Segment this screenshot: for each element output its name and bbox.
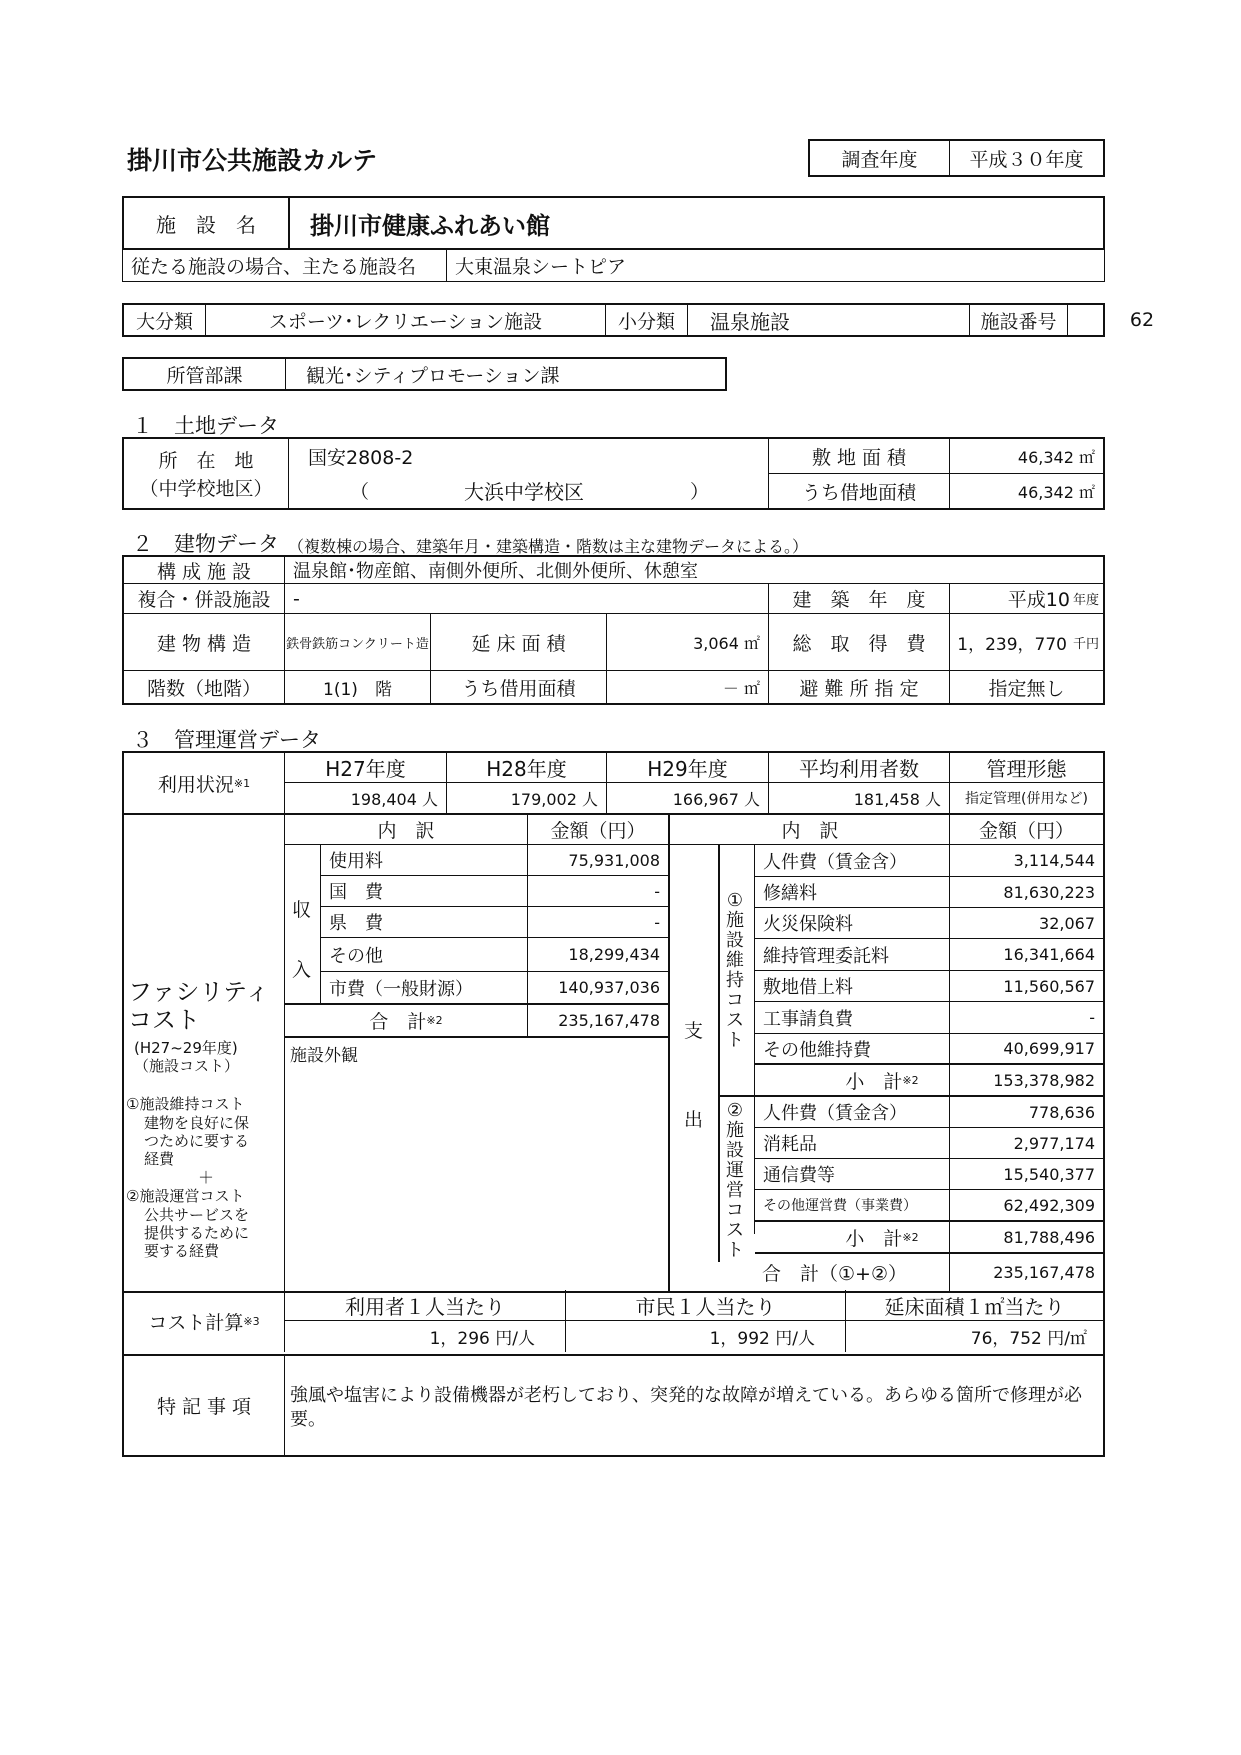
expense-breakdown-header: 内 訳 — [781, 820, 839, 842]
usage-table — [122, 751, 1105, 815]
ops-row-3-amount: 15,540,377 — [1003, 1164, 1095, 1184]
major-category-value: スポーツ･レクリエーション施設 — [206, 305, 606, 335]
maint-row-2-amount: 81,630,223 — [1003, 882, 1095, 902]
main-facility-row — [122, 250, 1105, 282]
year-h28: H28年度 — [486, 757, 567, 781]
expense-amount-header: 金額（円） — [978, 820, 1074, 842]
cost-calc-table — [122, 1290, 1105, 1356]
income-row-4-amount: 18,299,434 — [568, 945, 660, 964]
mgmt-form-value: 指定管理(併用など) — [965, 791, 1088, 807]
income-row-3-label: 県 費 — [329, 913, 383, 934]
maint-row-6-label: 工事請負費 — [763, 1008, 853, 1030]
note2-desc-1: 公共サービスを — [144, 1206, 250, 1224]
maint-row-7-label: その他維持費 — [763, 1039, 871, 1061]
grand-total-amount: 235,167,478 — [993, 1263, 1095, 1282]
components-label: 構 成 施 設 — [156, 560, 252, 583]
expense-label-2: 出 — [684, 1109, 704, 1131]
leased-area-label: うち借地面積 — [801, 481, 916, 504]
main-facility-label: 従たる施設の場合、主たる施設名 — [123, 250, 447, 281]
facility-number-label: 施設番号 — [970, 305, 1068, 335]
facility-name-label: 施 設 名 — [156, 212, 256, 237]
location-label: 所 在 地 — [158, 449, 254, 472]
maint-row-3-label: 火災保険料 — [763, 914, 853, 935]
maint-row-1-label: 人件費（賃金含） — [763, 851, 907, 873]
per-user-value: 1，296 円/人 — [429, 1329, 535, 1349]
department-value: 観光･シティプロモーション課 — [306, 364, 560, 387]
building-section-note: （複数棟の場合、建築年月・建築構造・階数は主な建物データによる。） — [288, 537, 809, 556]
remarks-label: 特 記 事 項 — [156, 1396, 252, 1418]
avg-users-value: 181,458 人 — [853, 789, 941, 809]
ops-subtotal-amount: 81,788,496 — [1003, 1227, 1095, 1247]
leased-floor-value: － ㎡ — [722, 678, 760, 698]
income-row-4-label: その他 — [329, 945, 383, 967]
maint-row-5-amount: 11,560,567 — [1003, 976, 1095, 996]
maint-subtotal-label-cell — [755, 1065, 949, 1095]
district-close-paren: ） — [690, 480, 710, 503]
ops-subtotal-label-cell — [755, 1222, 949, 1252]
remarks-text: 強風や塩害により設備機器が老朽しており、突発的な故障が増えている。あらゆる箇所で修理が必要。 — [290, 1385, 1082, 1430]
per-area-label: 延床面積１㎡当たり — [884, 1294, 1065, 1319]
department-row — [122, 357, 727, 391]
plus-sign: ＋ — [198, 1168, 215, 1187]
maint-row-7-amount: 40,699,917 — [1003, 1039, 1095, 1058]
ops-row-2-amount: 2,977,174 — [1013, 1133, 1095, 1153]
maint-row-3-amount: 32,067 — [1039, 913, 1095, 933]
minor-category-label: 小分類 — [606, 305, 688, 335]
maint-subtotal-label: 小 計 — [845, 1070, 903, 1093]
facility-cost-title: ファシリティコスト — [128, 978, 270, 1034]
income-label-1: 収 — [292, 899, 312, 921]
usage-label: 利用状況 — [157, 773, 234, 796]
per-user-label: 利用者１人当たり — [345, 1294, 505, 1319]
facility-cost-table — [122, 813, 1105, 1293]
income-total-amount: 235,167,478 — [558, 1011, 660, 1030]
survey-year-box — [808, 139, 1105, 177]
maint-row-5-label: 敷地借上料 — [763, 977, 853, 998]
ops-row-3-label: 通信費等 — [763, 1165, 835, 1186]
year-h29: H29年度 — [647, 757, 728, 781]
acquisition-cost-label: 総 取 得 費 — [792, 632, 926, 655]
floor-area-label: 延 床 面 積 — [471, 632, 566, 655]
school-district-label: （中学校地区） — [139, 477, 273, 500]
site-area-value: 46,342 ㎡ — [1017, 447, 1095, 467]
users-h28: 179,002 人 — [510, 789, 598, 809]
floors-value: 1(1) 階 — [323, 679, 392, 700]
components-value: 温泉館･物産館、南側外便所、北側外便所、休憩室 — [293, 561, 698, 582]
usage-mark: ※1 — [233, 776, 251, 790]
floor-area-value: 3,064 ㎡ — [693, 633, 760, 653]
main-facility-value: 大東温泉シートピア — [455, 256, 627, 278]
survey-year-value: 平成３０年度 — [969, 148, 1084, 171]
management-section-title: ３ 管理運営データ — [132, 728, 321, 752]
minor-category-value: 温泉施設 — [688, 305, 970, 335]
maint-subtotal-mark: ※2 — [902, 1073, 919, 1087]
facility-name: 掛川市健康ふれあい館 — [288, 198, 1103, 248]
ops-row-1-label: 人件費（賃金含） — [763, 1103, 907, 1124]
address: 国安2808-2 — [308, 446, 414, 469]
acquisition-cost-value: 1，239，770 — [957, 634, 1067, 655]
expense-label-1: 支 — [684, 1020, 704, 1042]
income-row-1-amount: 75,931,008 — [568, 850, 660, 870]
floors-label: 階数（地階） — [146, 677, 261, 700]
users-h29: 166,967 人 — [672, 789, 760, 809]
built-year-unit: 年度 — [1072, 593, 1099, 608]
facility-cost-period: (H27~29年度) — [134, 1039, 238, 1057]
income-breakdown-header: 内 訳 — [377, 820, 435, 842]
ops-subtotal-label: 小 計 — [845, 1227, 903, 1250]
cost-calc-label: コスト計算 — [148, 1311, 244, 1334]
income-row-3-amount: - — [654, 912, 660, 932]
income-amount-header: 金額（円） — [550, 820, 646, 842]
evacuation-label: 避 難 所 指 定 — [799, 677, 919, 700]
income-total-label: 合 計 — [369, 1011, 427, 1033]
evacuation-value: 指定無し — [988, 677, 1065, 700]
cost-calc-label-cell — [124, 1290, 284, 1352]
note2-desc-2: 提供するために — [144, 1224, 250, 1242]
ops-row-4-amount: 62,492,309 — [1003, 1195, 1095, 1215]
per-citizen-label: 市民１人当たり — [635, 1294, 776, 1319]
note2-title: ②施設運営コスト — [126, 1187, 245, 1205]
survey-year-label: 調査年度 — [810, 141, 950, 175]
users-h27: 198,404 人 — [350, 789, 438, 809]
grand-total-label: 合 計（①+②） — [762, 1263, 907, 1285]
income-row-5-label: 市費（一般財源） — [329, 978, 473, 1000]
facility-cost-subtitle: （施設コスト） — [134, 1057, 240, 1075]
building-section-title: ２ 建物データ — [132, 532, 279, 556]
exterior-label: 施設外観 — [290, 1046, 358, 1066]
built-year-value: 平成10 — [1007, 589, 1070, 611]
income-row-5-amount: 140,937,036 — [558, 978, 660, 997]
document-title: 掛川市公共施設カルテ — [127, 146, 378, 175]
building-table — [122, 555, 1105, 705]
mgmt-form-label: 管理形態 — [986, 757, 1067, 781]
maint-row-4-label: 維持管理委託料 — [763, 945, 889, 967]
maint-row-2-label: 修繕料 — [763, 883, 817, 904]
income-label-2: 入 — [292, 959, 312, 981]
note2-desc-3: 要する経費 — [144, 1242, 220, 1260]
income-row-2-amount: - — [654, 881, 660, 901]
ops-subtotal-mark: ※2 — [902, 1230, 919, 1244]
ops-row-2-label: 消耗品 — [763, 1134, 817, 1155]
income-row-2-label: 国 費 — [329, 882, 383, 903]
school-district: 大浜中学校区 — [464, 479, 584, 504]
department-label: 所管部課 — [124, 359, 286, 389]
built-year-cell — [950, 584, 1103, 613]
income-row-1-label: 使用料 — [329, 851, 383, 872]
maint-row-6-amount: - — [1089, 1008, 1095, 1027]
note1-title: ①施設維持コスト — [126, 1095, 245, 1113]
district-open-paren: （ — [350, 480, 370, 503]
maint-cost-vertical-label: ①施設維持コスト — [726, 890, 744, 1051]
maint-subtotal-amount: 153,378,982 — [993, 1070, 1095, 1090]
leased-floor-label: うち借用面積 — [461, 677, 576, 700]
income-total-label-cell — [285, 1005, 527, 1036]
facility-name-box — [122, 196, 1105, 250]
ops-cost-vertical-label: ②施設運営コスト — [726, 1100, 744, 1261]
land-section-title: １ 土地データ — [132, 414, 279, 438]
leased-area-value: 46,342 ㎡ — [1017, 482, 1095, 502]
ops-row-4-label: その他運営費（事業費） — [763, 1198, 917, 1214]
usage-label-cell — [124, 753, 284, 813]
acquisition-cost-cell — [950, 614, 1103, 670]
category-row — [122, 303, 1155, 337]
cost-calc-mark: ※3 — [243, 1314, 260, 1328]
note1-desc-2: つために要する — [144, 1132, 250, 1150]
built-year-label: 建 築 年 度 — [792, 589, 926, 611]
structure-value: 鉄骨鉄筋コンクリート造 — [286, 636, 429, 652]
combined-label: 複合・併設施設 — [137, 589, 271, 611]
land-table — [122, 437, 1105, 510]
note1-desc-3: 経費 — [144, 1150, 175, 1168]
acquisition-cost-unit: 千円 — [1072, 636, 1099, 652]
combined-value: - — [293, 587, 300, 610]
per-area-value: 76，752 円/㎡ — [970, 1329, 1087, 1349]
major-category-label: 大分類 — [124, 305, 206, 335]
maint-row-1-amount: 3,114,544 — [1013, 851, 1095, 870]
year-h27: H27年度 — [325, 757, 406, 781]
structure-label: 建 物 構 造 — [156, 632, 252, 655]
maint-row-4-amount: 16,341,664 — [1003, 945, 1095, 964]
site-area-label: 敷 地 面 積 — [811, 446, 907, 469]
per-citizen-value: 1，992 円/人 — [709, 1329, 815, 1349]
ops-row-1-amount: 778,636 — [1028, 1102, 1095, 1122]
note1-desc-1: 建物を良好に保 — [144, 1114, 250, 1132]
avg-users-label: 平均利用者数 — [799, 757, 919, 781]
remarks-table — [122, 1354, 1105, 1457]
income-total-mark: ※2 — [426, 1014, 443, 1027]
facility-number-value: 62 — [1129, 309, 1155, 331]
